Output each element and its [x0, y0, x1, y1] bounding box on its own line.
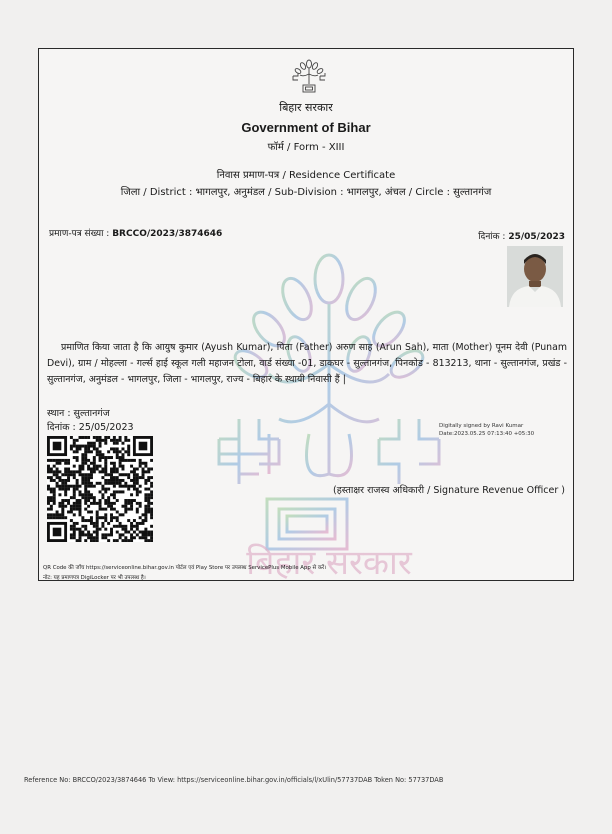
- qr-code: [47, 436, 153, 542]
- place-date-line: दिनांक : 25/05/2023: [47, 422, 134, 433]
- government-title: Government of Bihar: [241, 120, 371, 135]
- bihar-emblem-logo: [289, 58, 329, 96]
- watermark-text: बिहार सरकार: [246, 543, 412, 580]
- issue-date: [478, 229, 565, 242]
- jurisdiction-line: जिला / District : भागलपुर, अनुमंडल / Sub-Division : भागलपुर, अंचल / Circle : सुल्तानगंज: [120, 187, 492, 198]
- digital-sign-date: Date:2023.05.25 07:13:40 +05:30: [439, 431, 535, 437]
- digital-signature-block: [439, 422, 534, 438]
- reference-line: Reference No: BRCCO/2023/3874646 To View: https://serviceonline.bihar.gov.in/officials/l/xUlin/57737DAB Token No: 57737DAB: [24, 776, 444, 784]
- applicant-photo: [507, 246, 563, 307]
- signature-revenue-officer: (हस्ताक्षर राजस्व अधिकारी / Signature Revenue Officer ): [333, 485, 565, 496]
- certificate-title: निवास प्रमाण-पत्र / Residence Certificate: [216, 170, 396, 181]
- certificate-body-text: प्रमाणित किया जाता है कि आयुष कुमार (Ayush Kumar), पिता (Father) अरुण साह (Arun Sah), माता (Mother) पूनम देवी (Punam Devi), ग्राम / मोहल्ला - गर्ल्स हाई स्कूल गली महाजन टोला, वार्ड संख्या -01, डाकघर - सुल्तानगंज, पिनकोड - 813213, थाना - सुल्तानगंज, प्रखंड - सुल्तानगंज, अनुमंडल - भागलपुर, जिला - भागलपुर, राज्य - बिहार के स्थायी निवासी हैं |: [47, 342, 567, 385]
- certificate-number-value: BRCCO/2023/3874646: [112, 229, 223, 239]
- form-label: फॉर्म / Form - XIII: [267, 142, 345, 153]
- certificate-number: [49, 226, 222, 239]
- digital-sign-name: Digitally signed by Ravi Kumar: [439, 423, 524, 429]
- bihar-emblem-watermark: [179, 244, 479, 580]
- certificate-page: [38, 48, 574, 581]
- state-name-hindi: बिहार सरकार: [279, 101, 333, 114]
- certificate-number-label: प्रमाण-पत्र संख्या :: [49, 229, 113, 239]
- qr-verification-note: QR Code की जाँच https://serviceonline.bihar.gov.in पोर्टल एवं Play Store पर उपलब्ध ServicePlus Mobile App से करें।: [43, 565, 327, 571]
- place-line: स्थान : सुल्तानगंज: [47, 408, 110, 419]
- issue-date-label: दिनांक :: [478, 232, 509, 242]
- issue-date-value: 25/05/2023: [508, 232, 565, 242]
- digilocker-note: नोट: यह प्रमाणपत्र DigiLocker पर भी उपलब्ध है।: [43, 575, 146, 581]
